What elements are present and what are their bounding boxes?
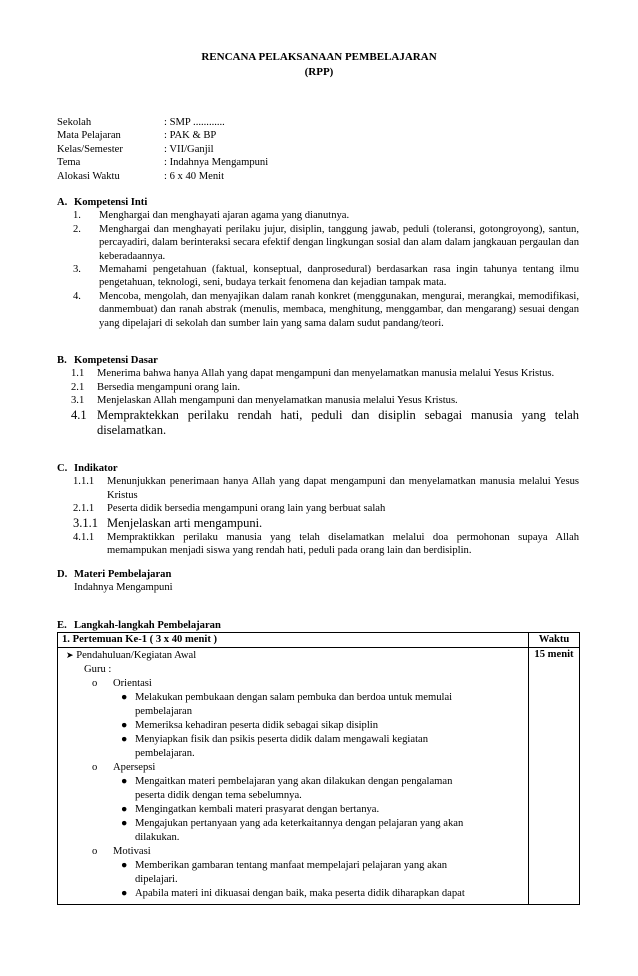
list-item: [57, 367, 579, 380]
item-text: Mencoba, mengolah, dan menyajikan dalam ranah konkret (menggunakan, mengurai, merangkai, memodifikasi, danmembuat) dan ranah abstrak (menulis, membaca, menghitung, menggambar, dan mengarang) sesuai dengan yang dipelajari di sekolah dan sumber lain yang sama dalam sudut pandang/teori.: [99, 290, 579, 329]
list-item: [57, 394, 579, 407]
section-materi: [57, 568, 579, 595]
info-value: : Indahnya Mengampuni: [164, 157, 269, 169]
info-key: Alokasi Waktu: [57, 170, 120, 182]
section-indikator: [57, 462, 579, 557]
list-item: [57, 475, 579, 502]
list-item: [57, 290, 579, 330]
activity-cell: [58, 648, 529, 905]
item-number: 3.: [73, 264, 81, 276]
item-text: Menerima bahwa hanya Allah yang dapat mengampuni dan menyelamatkan manusia melalui Yesus Kristus.: [97, 368, 555, 380]
bullet-icon: ●: [121, 888, 128, 899]
section-letter: E.: [57, 620, 67, 631]
bullet-icon: ●: [121, 776, 128, 787]
bullet-icon: ●: [121, 720, 128, 731]
item-number: 4.: [73, 290, 81, 302]
list-item-text: dipelajari.: [135, 874, 178, 885]
list-item: [57, 209, 579, 222]
bullet-icon: ●: [121, 818, 128, 829]
list-item-text: Mengajukan pertanyaan yang ada keterkaitannya dengan pelajaran yang akan: [135, 818, 464, 829]
section-heading: [57, 568, 579, 581]
arrow-bullet-icon: ➤: [66, 650, 74, 660]
item-text: Menunjukkan penerimaan hanya Allah yang dapat mengampuni dan menyelamatkan manusia melalui Yesus Kristus: [107, 476, 579, 501]
item-text: Menjelaskan Allah mengampuni dan menyelamatkan manusia melalui Yesus Kristus.: [97, 395, 458, 407]
item-text: Bersedia mengampuni orang lain.: [97, 381, 240, 393]
section-kompetensi-inti: [57, 196, 579, 330]
info-row: [57, 156, 268, 169]
section-heading: [57, 196, 579, 209]
list-item: [57, 381, 579, 394]
list-item-text: Mengaitkan materi pembelajaran yang akan dilakukan dengan pengalaman: [135, 776, 453, 787]
item-text: Memahami pengetahuan (faktual, konseptual, danprosedural) berdasarkan rasa ingin tahunya tentang ilmu pengetahuan, teknologi, seni, budaya terkait fenomena dan kejadian tampak mata.: [99, 264, 579, 289]
item-text: Menjelaskan arti mengampuni.: [107, 515, 263, 530]
pendahuluan-label: Pendahuluan/Kegiatan Awal: [76, 650, 197, 661]
info-value: : VII/Ganjil: [164, 143, 214, 155]
section-letter: D.: [57, 569, 68, 580]
steps-table: [57, 632, 580, 905]
section-title: Kompetensi Dasar: [74, 355, 158, 366]
item-number: 2.1: [71, 381, 85, 393]
item-number: 1.1.1: [73, 476, 95, 488]
motivasi-label: Motivasi: [113, 846, 151, 857]
waktu-cell: 15 menit: [529, 648, 580, 905]
section-title: Indikator: [74, 463, 118, 474]
guru-label: Guru :: [84, 664, 112, 675]
info-row: [57, 116, 268, 129]
item-number: 3.1.1: [73, 515, 98, 530]
apersepsi-label: Apersepsi: [113, 762, 156, 773]
list-item: [57, 263, 579, 290]
circle-bullet-icon: o: [92, 846, 98, 857]
list-item-text: Apabila materi ini dikuasai dengan baik, maka peserta didik diharapkan dapat: [135, 888, 465, 899]
info-key: Sekolah: [57, 117, 92, 128]
circle-bullet-icon: o: [92, 762, 98, 773]
table-header-row: [58, 633, 580, 648]
list-item: [57, 531, 579, 558]
info-row: [57, 143, 268, 156]
section-letter: C.: [57, 463, 68, 474]
item-number: 4.1: [71, 407, 87, 422]
list-item: [57, 502, 579, 515]
info-row: [57, 170, 268, 183]
bullet-icon: ●: [121, 734, 128, 745]
list-item-text: Memeriksa kehadiran peserta didik sebagai sikap disiplin: [135, 720, 378, 731]
item-number: 3.1: [71, 395, 85, 407]
item-text: Mempraktikkan perilaku manusia yang telah diselamatkan melalui doa permohonan supaya Allah memampukan menjadi siswa yang rendah hati, peduli pada orang lain dan berdisiplin.: [107, 531, 579, 557]
list-item-text: Mengingatkan kembali materi prasyarat dengan bertanya.: [135, 804, 380, 815]
info-key: Kelas/Semester: [57, 143, 123, 155]
item-text: Menghargai dan menghayati ajaran agama yang dianutnya.: [99, 210, 350, 222]
table-row: [58, 648, 580, 905]
meeting-header: 1. Pertemuan Ke-1 ( 3 x 40 menit ): [58, 633, 529, 648]
list-item: [57, 408, 579, 438]
list-item-text: pembelajaran: [135, 706, 193, 717]
section-title: Kompetensi Inti: [74, 197, 148, 208]
circle-bullet-icon: o: [92, 678, 98, 689]
item-number: 4.1.1: [73, 531, 95, 543]
item-number: 1.: [73, 210, 81, 222]
info-value: : SMP ............: [164, 117, 225, 128]
list-item-text: Menyiapkan fisik dan psikis peserta didik dalam mengawali kegiatan: [135, 734, 429, 745]
list-item-text: Memberikan gambaran tentang manfaat mempelajari pelajaran yang akan: [135, 860, 448, 871]
info-key: Tema: [57, 157, 81, 169]
item-number: 2.: [73, 223, 81, 235]
section-letter: B.: [57, 355, 67, 366]
section-heading: [57, 619, 579, 632]
pendahuluan-line: [66, 649, 196, 662]
item-number: 2.1.1: [73, 503, 95, 515]
title-line-1: RENCANA PELAKSANAAN PEMBELAJARAN: [201, 51, 437, 63]
list-item-text: Melakukan pembukaan dengan salam pembuka dan berdoa untuk memulai: [135, 692, 453, 703]
identity-block: [57, 116, 268, 183]
title-line-2: (RPP): [304, 66, 334, 78]
info-value: : PAK & BP: [164, 130, 217, 142]
section-heading: [57, 462, 579, 475]
materi-text: Indahnya Mengampuni: [74, 582, 173, 594]
list-item-text: dilakukan.: [135, 832, 180, 843]
list-item-text: pembelajaran.: [135, 748, 195, 759]
section-title: Materi Pembelajaran: [74, 569, 172, 580]
bullet-icon: ●: [121, 860, 128, 871]
section-heading: [57, 354, 579, 367]
info-key: Mata Pelajaran: [57, 130, 121, 142]
section-kompetensi-dasar: [57, 354, 579, 438]
bullet-icon: ●: [121, 692, 128, 703]
item-text: Mempraktekkan perilaku rendah hati, peduli dan disiplin sebagai manusia yang telah diselamatkan.: [97, 407, 579, 437]
item-text: Peserta didik bersedia mengampuni orang lain yang berbuat salah: [107, 503, 386, 515]
info-value: : 6 x 40 Menit: [164, 170, 225, 182]
list-item: [57, 223, 579, 263]
bullet-icon: ●: [121, 804, 128, 815]
item-number: 1.1: [71, 368, 85, 380]
info-row: [57, 129, 268, 142]
list-item: [57, 516, 579, 531]
document-title: [0, 50, 638, 80]
waktu-header: Waktu: [529, 633, 580, 648]
section-letter: A.: [57, 197, 68, 208]
list-item-text: peserta didik dengan tema sebelumnya.: [135, 790, 302, 801]
section-langkah: [57, 619, 579, 632]
orientasi-label: Orientasi: [113, 678, 152, 689]
item-text: Menghargai dan menghayati perilaku jujur, disiplin, tanggung jawab, peduli (toleransi, gotongroyong), santun, percayadiri, dalam berinteraksi secara efektif dengan lingkungan sosial dan alam dalam jangkauan pergaulan dan keberadaannya.: [99, 223, 579, 262]
section-title: Langkah-langkah Pembelajaran: [74, 620, 221, 631]
